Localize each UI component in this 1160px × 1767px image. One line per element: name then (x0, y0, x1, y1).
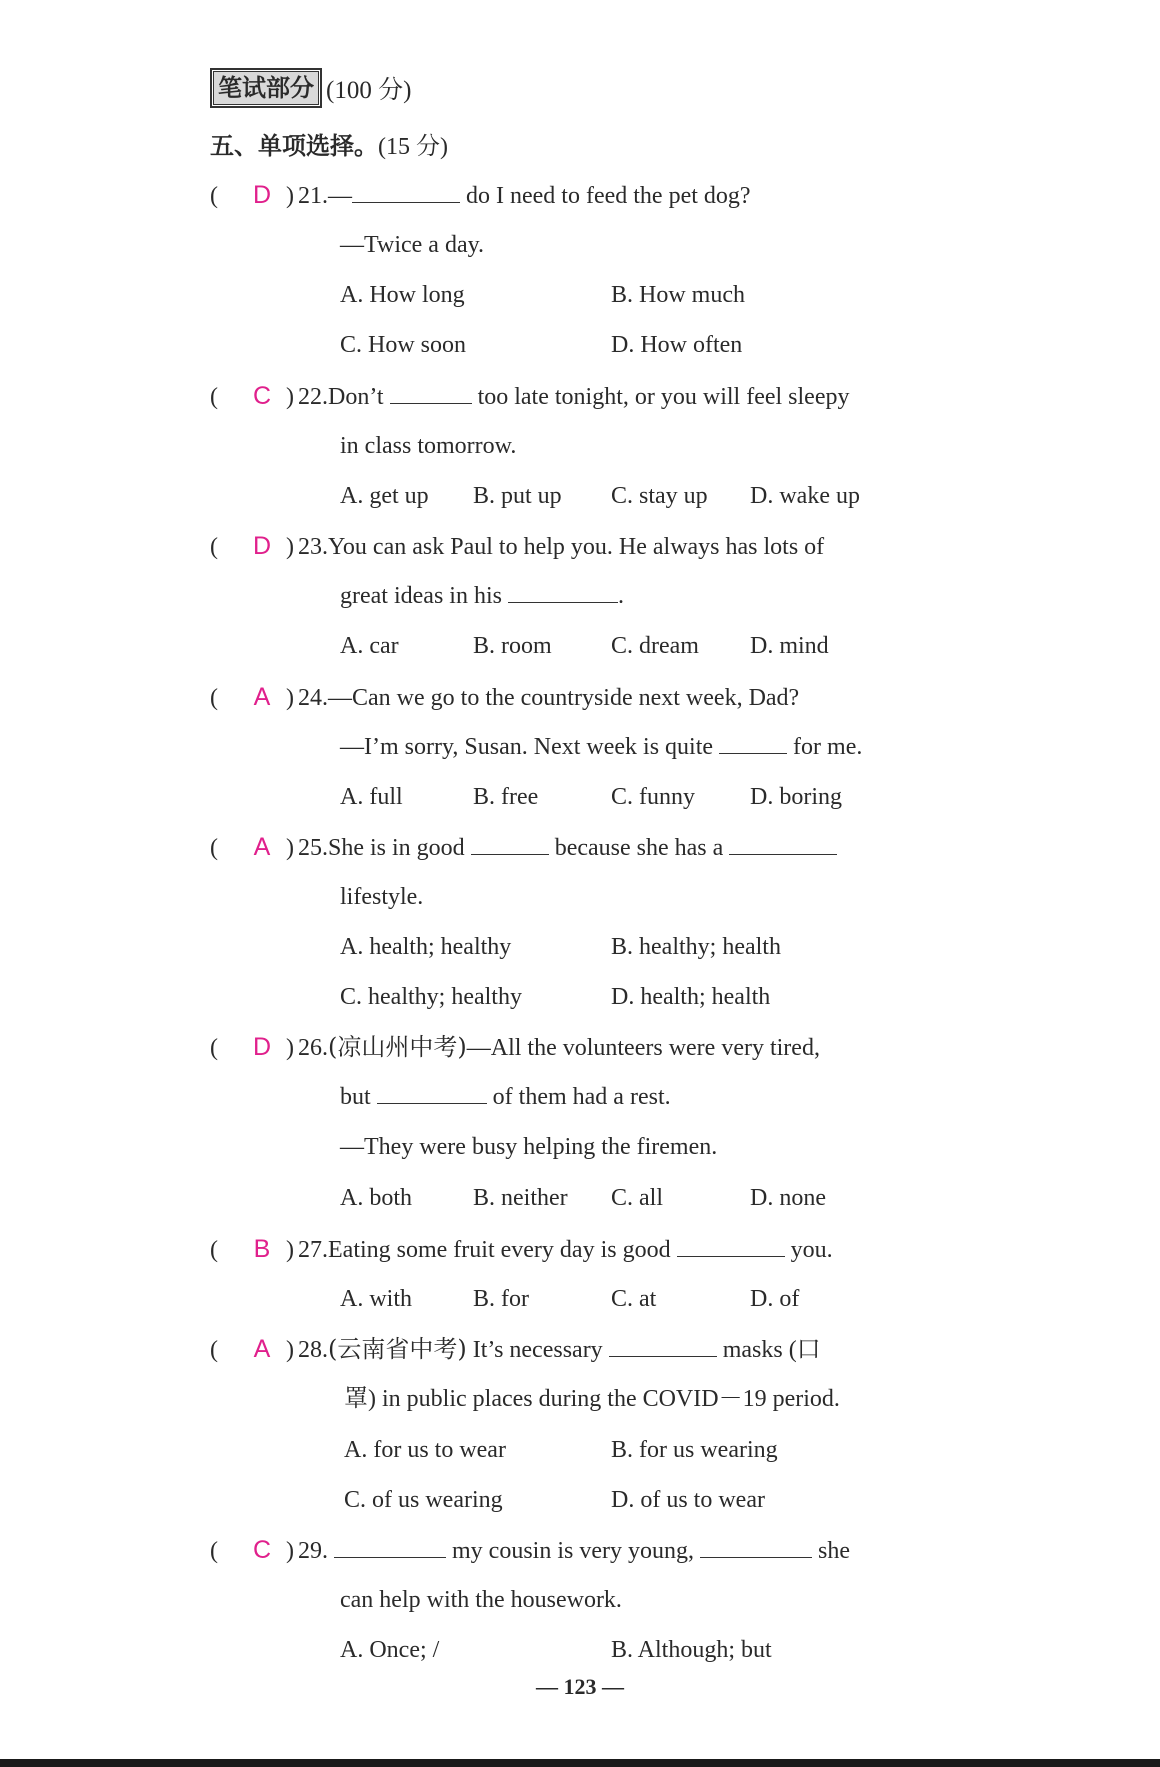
option-c: C. funny (611, 784, 695, 810)
option-b: B. How much (611, 282, 745, 308)
question-text: too late tonight, or you will feel sleepy (477, 384, 850, 410)
answer-blank (719, 733, 787, 754)
option-b: B. for (473, 1286, 529, 1312)
option-b: B. neither (473, 1185, 568, 1211)
part-score: (15 分) (378, 134, 448, 160)
answer-blank (390, 383, 472, 404)
section-label-box (210, 68, 322, 108)
option-b: B. put up (473, 483, 562, 509)
answer-28: A (253, 1335, 271, 1363)
option-c: C. healthy; healthy (340, 984, 522, 1010)
question-29-line2: can help with the housework. (340, 1587, 622, 1613)
question-text: great ideas in his (340, 583, 502, 609)
option-c: C. dream (611, 633, 699, 659)
question-text: she (817, 1538, 850, 1564)
answer-blank (700, 1537, 812, 1558)
option-c: C. all (611, 1185, 663, 1211)
option-b: B. Although; but (611, 1637, 772, 1663)
question-25: ( A ) 25.She is in good because she has a (210, 832, 837, 863)
question-number: 28. (298, 1337, 328, 1363)
section-label: 笔试部分 (213, 71, 319, 105)
option-d: D. boring (750, 784, 842, 810)
answer-25: A (253, 833, 271, 861)
option-a: A. get up (340, 483, 429, 509)
question-text: of them had a rest. (492, 1084, 671, 1110)
question-text: It’s necessary (472, 1337, 603, 1363)
option-a: A. full (340, 784, 403, 810)
question-text: —I’m sorry, Susan. Next week is quite (340, 734, 714, 760)
question-text: Eating some fruit every day is good (328, 1237, 671, 1263)
option-a: A. How long (340, 282, 465, 308)
question-text: you. (790, 1237, 833, 1263)
question-text: my cousin is very young, (452, 1538, 694, 1564)
question-number: 23. (298, 534, 328, 560)
option-d: D. of (750, 1286, 800, 1312)
question-text: but (340, 1084, 371, 1110)
question-28: ( A ) 28.(云南省中考) It’s necessary masks (口 (210, 1335, 821, 1363)
answer-24: A (253, 683, 271, 711)
part-title-text: 五、单项选择。 (210, 132, 378, 160)
answer-blank (677, 1236, 785, 1257)
question-23: ( D ) 23.You can ask Paul to help you. He always has lots of (210, 532, 825, 560)
answer-27: B (253, 1235, 271, 1263)
question-number: 27. (298, 1237, 328, 1263)
question-25-line2: lifestyle. (340, 884, 424, 910)
question-text: —Can we go to the countryside next week, Dad? (328, 685, 800, 711)
option-b: B. for us wearing (611, 1437, 778, 1463)
option-c: C. stay up (611, 483, 708, 509)
question-text: She is in good (328, 835, 465, 861)
question-24: ( A ) 24.—Can we go to the countryside next week, Dad? (210, 683, 800, 711)
option-c: C. How soon (340, 332, 467, 358)
option-c: C. of us wearing (344, 1487, 503, 1513)
option-a: A. Once; / (340, 1637, 440, 1663)
question-28-line2: 罩) in public places during the COVID－19 period. (344, 1386, 840, 1412)
option-d: D. none (750, 1185, 826, 1211)
answer-22: C (252, 382, 272, 410)
option-b: B. room (473, 633, 552, 659)
option-b: B. free (473, 784, 539, 810)
option-d: D. mind (750, 633, 829, 659)
question-text: masks (口 (722, 1337, 821, 1363)
question-number: 24. (298, 685, 328, 711)
question-text: —All the volunteers were very tired, (466, 1035, 820, 1061)
answer-23: D (252, 532, 272, 560)
question-text: — (328, 183, 352, 209)
option-d: D. How often (611, 332, 743, 358)
question-24-line2 (340, 732, 862, 762)
answer-26: D (252, 1033, 272, 1061)
question-text: for me. (793, 734, 863, 760)
answer-blank (471, 834, 549, 855)
question-22-line2: in class tomorrow. (340, 433, 517, 459)
question-27: ( B ) 27.Eating some fruit every day is good you. (210, 1235, 833, 1263)
answer-blank (352, 182, 460, 203)
question-text: because she has a (554, 835, 724, 861)
answer-21: D (252, 181, 272, 209)
answer-blank (334, 1537, 446, 1558)
question-26-line2 (340, 1082, 671, 1112)
question-26: ( D ) 26.(凉山州中考)—All the volunteers were very tired, (210, 1033, 820, 1061)
question-text: You can ask Paul to help you. He always has lots of (328, 534, 825, 560)
question-source: (凉山州中考) (328, 1033, 467, 1061)
question-text: do I need to feed the pet dog? (460, 183, 751, 209)
question-21-line2: —Twice a day. (340, 232, 485, 258)
page-number: — 123 — (536, 1674, 624, 1699)
question-26-line3: —They were busy helping the firemen. (340, 1134, 718, 1160)
option-a: A. with (340, 1286, 412, 1312)
question-number: 29. (298, 1538, 328, 1564)
question-source: (云南省中考) (328, 1335, 467, 1363)
option-d: D. of us to wear (611, 1487, 765, 1513)
option-c: C. at (611, 1286, 657, 1312)
section-score: (100 分) (326, 77, 412, 104)
answer-blank (377, 1083, 487, 1104)
option-d: D. wake up (750, 483, 860, 509)
question-number: 25. (298, 835, 328, 861)
part-title (210, 126, 448, 161)
option-a: A. car (340, 633, 399, 659)
question-number: 21. (298, 183, 328, 209)
answer-blank (609, 1336, 717, 1357)
option-d: D. health; health (611, 984, 771, 1010)
question-text: Don’t (328, 384, 384, 410)
bottom-edge-bar (0, 1759, 1160, 1767)
option-a: A. health; healthy (340, 934, 512, 960)
question-text: . (617, 583, 624, 609)
option-a: A. for us to wear (344, 1437, 506, 1463)
question-number: 22. (298, 384, 328, 410)
answer-blank (729, 834, 837, 855)
question-22: ( C ) 22.Don’t too late tonight, or you will feel sleepy (210, 382, 850, 410)
question-21: ( D ) 21.— do I need to feed the pet dog? (210, 181, 751, 209)
option-a: A. both (340, 1185, 412, 1211)
answer-blank (508, 582, 618, 603)
question-23-line2 (340, 581, 624, 611)
section-header (210, 68, 411, 108)
question-number: 26. (298, 1035, 328, 1061)
answer-29: C (252, 1536, 272, 1564)
option-b: B. healthy; health (611, 934, 781, 960)
question-29: ( C ) 29. my cousin is very young, she (210, 1536, 850, 1564)
